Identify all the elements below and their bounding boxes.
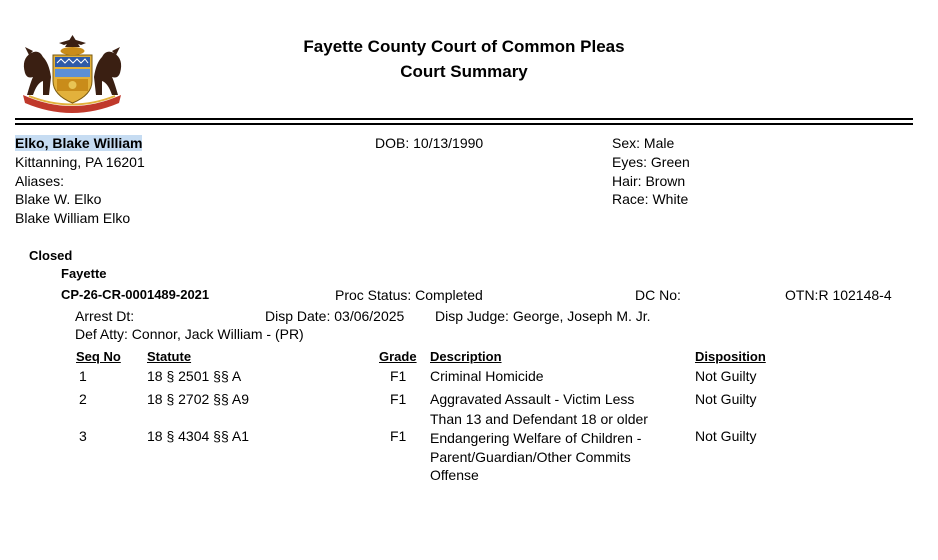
column-header-grade: Grade (379, 349, 417, 364)
grade-cell: F1 (390, 428, 407, 444)
seq-cell: 2 (79, 391, 87, 407)
alias-item: Blake William Elko (15, 210, 131, 226)
court-name: Fayette County Court of Common Pleas (303, 37, 625, 56)
seq-cell: 3 (79, 428, 87, 444)
disposition-cell: Not Guilty (695, 391, 757, 407)
header-divider-top (15, 118, 913, 120)
case-status: Closed (29, 248, 73, 263)
disposition-cell: Not Guilty (695, 368, 757, 384)
dob: DOB: 10/13/1990 (375, 135, 484, 151)
description-cell: Aggravated Assault - Victim Less (430, 391, 635, 407)
otn: OTN:R 102148-4 (785, 287, 892, 303)
description-cell: Parent/Guardian/Other Commits (430, 449, 631, 465)
proc-status: Proc Status: Completed (335, 287, 483, 303)
hair: Hair: Brown (612, 173, 686, 189)
column-header-statute: Statute (147, 349, 192, 364)
arrest-date: Arrest Dt: (75, 308, 135, 324)
disposition-cell: Not Guilty (695, 428, 757, 444)
column-header-description: Description (430, 349, 502, 364)
dc-no: DC No: (635, 287, 681, 303)
seq-cell: 1 (79, 368, 87, 384)
defendant-city: Kittanning, PA 16201 (15, 154, 145, 170)
column-header-seq: Seq No (76, 349, 121, 364)
pennsylvania-seal-icon (15, 33, 130, 113)
description-cell: Criminal Homicide (430, 368, 544, 384)
grade-cell: F1 (390, 391, 407, 407)
disp-date: Disp Date: 03/06/2025 (265, 308, 405, 324)
eyes: Eyes: Green (612, 154, 690, 170)
sex: Sex: Male (612, 135, 675, 151)
statute-cell: 18 § 4304 §§ A1 (147, 428, 249, 444)
column-header-disposition: Disposition (695, 349, 766, 364)
statute-cell: 18 § 2702 §§ A9 (147, 391, 249, 407)
docket-number: CP-26-CR-0001489-2021 (61, 287, 210, 302)
description-cell: Offense (430, 467, 479, 483)
grade-cell: F1 (390, 368, 407, 384)
aliases-label: Aliases: (15, 173, 65, 189)
race: Race: White (612, 191, 689, 207)
statute-cell: 18 § 2501 §§ A (147, 368, 242, 384)
report-title: Court Summary (400, 62, 528, 81)
defendant-name[interactable]: Elko, Blake William (15, 135, 143, 151)
description-cell: Endangering Welfare of Children - (430, 430, 642, 446)
alias-item: Blake W. Elko (15, 191, 102, 207)
description-cell: Than 13 and Defendant 18 or older (430, 411, 648, 427)
county: Fayette (61, 266, 107, 281)
header-divider-bottom (15, 123, 913, 125)
disp-judge: Disp Judge: George, Joseph M. Jr. (435, 308, 651, 324)
def-atty: Def Atty: Connor, Jack William - (PR) (75, 326, 304, 342)
